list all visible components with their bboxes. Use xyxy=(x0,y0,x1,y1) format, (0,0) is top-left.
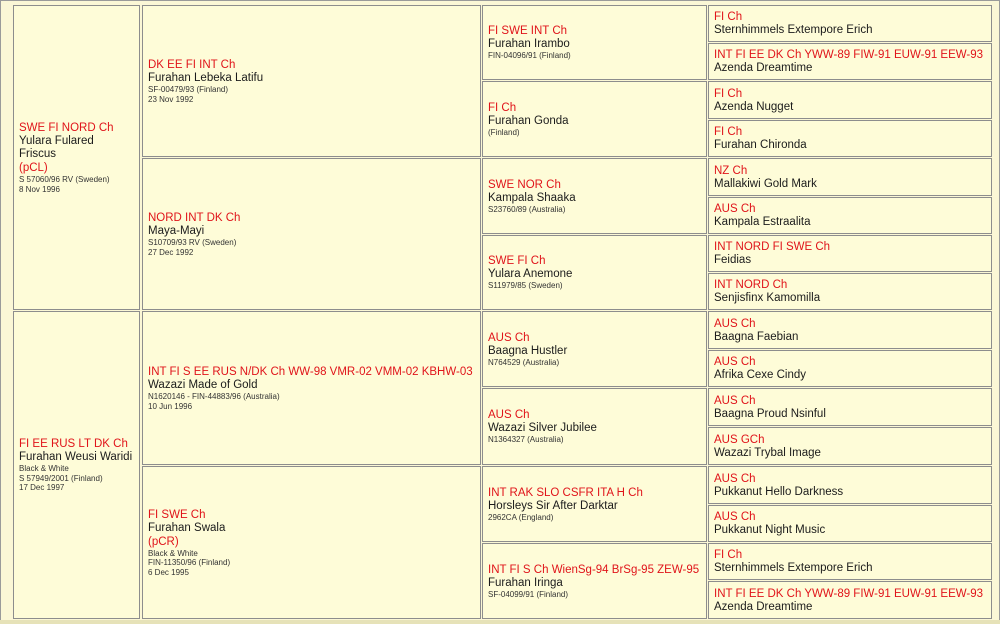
gen2-4-reg: FIN-11350/96 (Finland) xyxy=(148,558,231,568)
gen3-8-reg: SF-04099/91 (Finland) xyxy=(488,589,569,599)
gen4-5-title: NZ Ch xyxy=(714,164,748,177)
pedigree-gen4-12 xyxy=(708,427,992,465)
gen4-3-name: Azenda Nugget xyxy=(714,100,794,113)
gen4-15-name: Sternhimmels Extempore Erich xyxy=(714,562,873,574)
pedigree-gen4-5 xyxy=(708,158,992,196)
gen4-10-name: Afrika Cexe Cindy xyxy=(714,369,807,381)
pedigree-dam xyxy=(13,311,140,619)
pedigree-gen4-14 xyxy=(708,505,992,542)
pedigree-gen4-2 xyxy=(708,43,992,80)
gen2-1-name: Furahan Lebeka Latifu xyxy=(148,72,264,84)
gen4-14-title: AUS Ch xyxy=(714,511,756,523)
gen4-8-title: INT NORD Ch xyxy=(714,279,788,291)
dam-color: Black & White xyxy=(19,464,69,474)
gen3-4-name: Yulara Anemone xyxy=(488,268,573,281)
gen3-1-name: Furahan Irambo xyxy=(488,38,570,51)
gen4-4-title: FI Ch xyxy=(714,126,743,138)
gen4-9-name: Baagna Faebian xyxy=(714,330,799,343)
pedigree-gen4-4 xyxy=(708,120,992,157)
gen3-2-reg: (Finland) xyxy=(488,127,520,137)
pedigree-gen3-4 xyxy=(482,235,707,310)
pedigree-gen2-3 xyxy=(142,311,481,465)
pedigree-sire xyxy=(13,5,140,310)
pedigree-gen2-2 xyxy=(142,158,481,310)
gen4-9-title: AUS Ch xyxy=(714,317,756,330)
gen3-3-title: SWE NOR Ch xyxy=(488,178,561,191)
gen4-2-name: Azenda Dreamtime xyxy=(714,62,813,74)
gen2-4-coat: (pCR) xyxy=(148,535,179,548)
gen4-7-title: INT NORD FI SWE Ch xyxy=(714,241,831,253)
gen3-3-name: Kampala Shaaka xyxy=(488,191,576,204)
gen4-3-title: FI Ch xyxy=(714,87,743,100)
sire-dob: 8 Nov 1996 xyxy=(19,184,60,194)
gen4-7-name: Feidias xyxy=(714,254,752,266)
gen2-3-name: Wazazi Made of Gold xyxy=(148,379,258,391)
gen3-5-name: Baagna Hustler xyxy=(488,344,568,357)
gen3-8-name: Furahan Iringa xyxy=(488,576,563,589)
pedigree-gen3-8 xyxy=(482,543,707,619)
gen4-8-name: Senjisfinx Kamomilla xyxy=(714,292,821,304)
gen2-3-reg: N1620146 - FIN-44883/96 (Australia) xyxy=(148,392,280,401)
page-bottom-bar xyxy=(0,620,1000,624)
gen3-1-title: FI SWE INT Ch xyxy=(488,25,568,38)
gen2-4-dob: 6 Dec 1995 xyxy=(148,567,189,577)
gen2-1-reg: SF-00479/93 (Finland) xyxy=(148,85,229,94)
gen4-14-name: Pukkanut Night Music xyxy=(714,524,826,536)
gen4-5-name: Mallakiwi Gold Mark xyxy=(714,177,817,190)
gen2-4-color: Black & White xyxy=(148,548,198,558)
dam-name: Furahan Weusi Waridi xyxy=(19,451,133,464)
gen4-16-name: Azenda Dreamtime xyxy=(714,600,813,613)
pedigree-gen4-8 xyxy=(708,273,992,310)
gen4-2-title: INT FI EE DK Ch YWW-89 FIW-91 EUW-91 EEW-93 xyxy=(714,49,984,61)
pedigree-gen3-6 xyxy=(482,388,707,465)
gen3-7-title: INT RAK SLO CSFR ITA H Ch xyxy=(488,486,643,499)
gen2-4-name: Furahan Swala xyxy=(148,521,226,534)
gen2-3-dob: 10 Jun 1996 xyxy=(148,401,193,411)
gen2-1-dob: 23 Nov 1992 xyxy=(148,94,194,104)
gen3-6-reg: N1364327 (Australia) xyxy=(488,435,564,445)
dam-dob: 17 Dec 1997 xyxy=(19,483,65,493)
gen4-13-name: Pukkanut Hello Darkness xyxy=(714,485,844,498)
gen3-2-title: FI Ch xyxy=(488,101,517,114)
gen4-6-name: Kampala Estraalita xyxy=(714,216,811,228)
gen4-1-title: FI Ch xyxy=(714,11,743,23)
gen3-4-reg: S11979/85 (Sweden) xyxy=(488,281,563,291)
pedigree-gen4-6 xyxy=(708,197,992,234)
gen2-1-title: DK EE FI INT Ch xyxy=(148,59,236,71)
pedigree-gen4-10 xyxy=(708,350,992,387)
gen2-2-reg: S10709/93 RV (Sweden) xyxy=(148,238,237,247)
pedigree-gen3-5 xyxy=(482,311,707,387)
pedigree-gen4-3 xyxy=(708,81,992,119)
pedigree-gen3-2 xyxy=(482,81,707,157)
gen3-5-title: AUS Ch xyxy=(488,331,530,344)
gen3-8-title: INT FI S Ch WienSg-94 BrSg-95 ZEW-95 xyxy=(488,563,700,576)
pedigree-gen2-4 xyxy=(142,466,481,619)
gen3-5-reg: N764529 (Australia) xyxy=(488,357,560,367)
gen4-4-name: Furahan Chironda xyxy=(714,139,807,151)
gen2-2-name: Maya-Mayi xyxy=(148,225,205,237)
gen2-2-dob: 27 Dec 1992 xyxy=(148,247,194,257)
gen4-6-title: AUS Ch xyxy=(714,203,756,215)
gen3-6-name: Wazazi Silver Jubilee xyxy=(488,422,597,435)
sire-name: Yulara Fulared Friscus xyxy=(19,135,94,160)
sire-reg: S 57060/96 RV (Sweden) xyxy=(19,175,110,184)
gen2-4-title: FI SWE Ch xyxy=(148,508,206,521)
gen4-16-title: INT FI EE DK Ch YWW-89 FIW-91 EUW-91 EEW-93 xyxy=(714,587,984,600)
gen4-11-title: AUS Ch xyxy=(714,394,756,407)
gen2-3-title: INT FI S EE RUS N/DK Ch WW-98 VMR-02 VMM-02 KBHW-03 xyxy=(148,366,473,378)
gen3-7-name: Horsleys Sir After Darktar xyxy=(488,499,618,512)
gen3-7-reg: 2962CA (England) xyxy=(488,512,554,522)
dam-title: FI EE RUS LT DK Ch xyxy=(19,438,128,451)
pedigree-gen4-15 xyxy=(708,543,992,580)
gen3-6-title: AUS Ch xyxy=(488,409,530,422)
pedigree-gen3-7 xyxy=(482,466,707,542)
pedigree-gen4-1 xyxy=(708,5,992,42)
pedigree-gen3-3 xyxy=(482,158,707,234)
dam-reg: S 57949/2001 (Finland) xyxy=(19,473,103,483)
gen3-3-reg: S23760/89 (Australia) xyxy=(488,204,566,214)
gen4-15-title: FI Ch xyxy=(714,549,743,561)
gen3-1-reg: FIN-04096/91 (Finland) xyxy=(488,51,571,61)
gen4-12-name: Wazazi Trybal Image xyxy=(714,446,821,459)
pedigree-gen4-11 xyxy=(708,388,992,426)
gen4-1-name: Sternhimmels Extempore Erich xyxy=(714,24,873,36)
gen4-13-title: AUS Ch xyxy=(714,472,756,485)
pedigree-gen4-16 xyxy=(708,581,992,619)
gen3-2-name: Furahan Gonda xyxy=(488,114,569,127)
gen4-12-title: AUS GCh xyxy=(714,433,765,446)
pedigree-gen4-9 xyxy=(708,311,992,349)
pedigree-gen4-7 xyxy=(708,235,992,272)
gen2-2-title: NORD INT DK Ch xyxy=(148,212,241,224)
pedigree-gen4-13 xyxy=(708,466,992,504)
gen3-4-title: SWE FI Ch xyxy=(488,255,546,268)
gen4-11-name: Baagna Proud Nsinful xyxy=(714,407,826,420)
sire-coat: (pCL) xyxy=(19,162,48,174)
pedigree-gen3-1 xyxy=(482,5,707,80)
gen4-10-title: AUS Ch xyxy=(714,356,756,368)
sire-title: SWE FI NORD Ch xyxy=(19,122,114,134)
pedigree-gen2-1 xyxy=(142,5,481,157)
